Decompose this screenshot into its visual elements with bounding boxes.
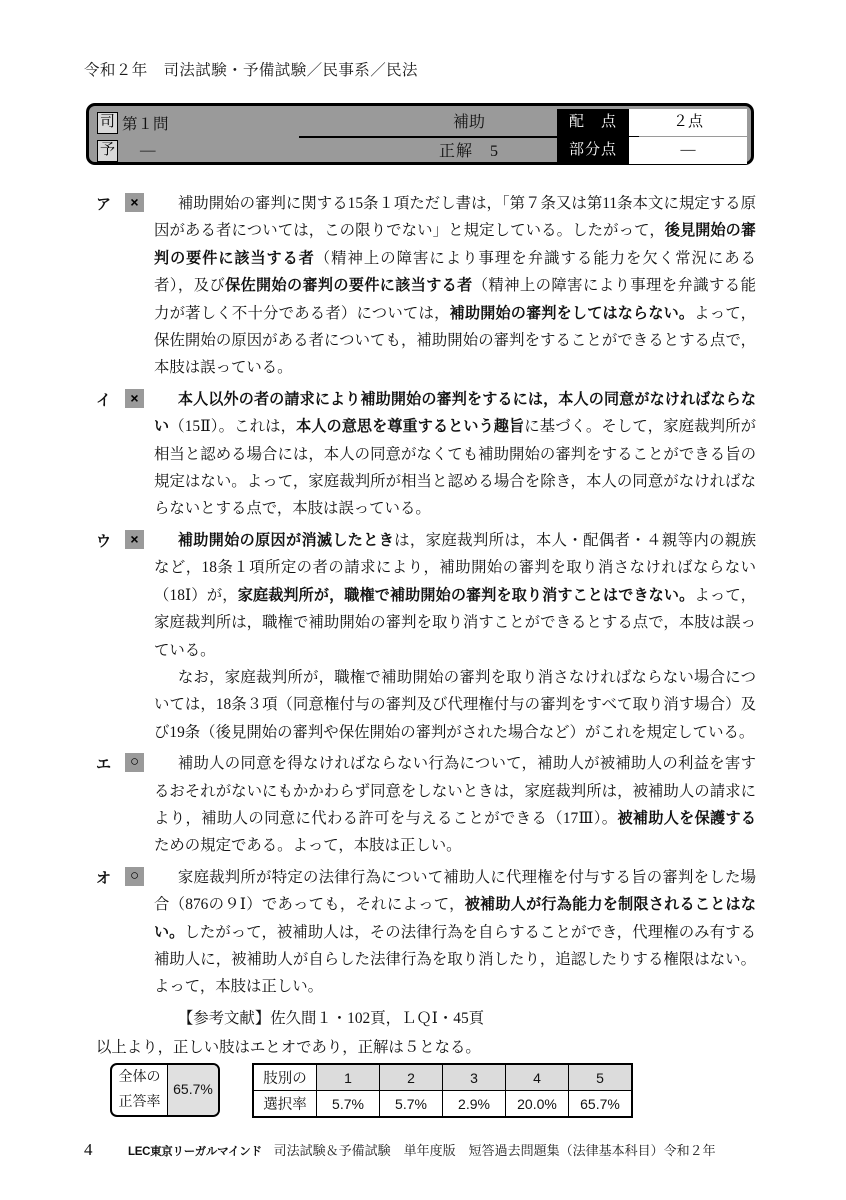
body-text: 家庭裁判所が特定の法律行為について補助人に代理権を付与する旨の審判をした場合（876の９Ⅰ）であっても，それによって， <box>154 868 756 914</box>
emphasis-text: 後見開始の審判の要件に該当する者 <box>154 222 756 267</box>
shihou-badge: 司 <box>97 112 118 134</box>
emphasis-text: 家庭裁判所が，職権で補助開始の審判を取り消すことはできない。 <box>237 586 695 604</box>
explanation-paragraph <box>154 190 756 382</box>
explanation-paragraph <box>154 527 756 664</box>
body-text: （精神上の障害により事理を弁識する能力が著しく不十分である者）については， <box>154 277 756 322</box>
explanation-item <box>96 750 756 860</box>
item-marker-group <box>96 867 154 887</box>
correct-answer: 正解 5 <box>438 143 499 160</box>
body-text: なお，家庭裁判所が，職権で補助開始の審判を取り消さなければならない場合については，18条３項（同意権付与の審判及び代理権付与の審判をすべて取り消す場合）及び19条（後見開始の審判や保佐開始の審判がされた場合など）がこれを規定している。 <box>154 668 756 741</box>
body-text: よって，家庭裁判所は，職権で補助開始の審判を取り消すことができるとする点で，本肢は誤っている。 <box>154 586 756 659</box>
item-explanation-text <box>154 527 756 746</box>
score-label: 配 点 <box>557 109 629 136</box>
body-text: は，家庭裁判所は，本人・配偶者・４親等内の親族など，18条１項所定の者の請求により，補助開始の審判を取り消さなければならない（18Ⅰ）が， <box>154 531 756 604</box>
question-number-label: 第１問 <box>122 116 169 133</box>
topic-title: 補助 <box>299 109 639 138</box>
body-text: に基づく。そして，家庭裁判所が相当と認める場合には，本人の同意がなくても補助開始の審判をすることができる旨の規定はない。よって，家庭裁判所が相当と認める場合を除き，本人の同意がなければならないとする点で，本肢は誤っている。 <box>154 418 756 518</box>
incorrect-mark-icon: × <box>125 193 144 212</box>
score-value: ２点 <box>629 109 747 136</box>
choice-rate-2: 5.7% <box>380 1091 443 1118</box>
item-marker-group <box>96 530 154 550</box>
page-footer <box>84 1140 716 1160</box>
choice-rate-4: 20.0% <box>506 1091 569 1118</box>
explanation-paragraph <box>154 750 756 860</box>
body-text: ための規定である。よって，本肢は正しい。 <box>154 837 462 855</box>
item-marker-group <box>96 753 154 773</box>
emphasis-text: 補助開始の原因が消滅したとき <box>177 531 395 549</box>
body-text: したがって，被補助人は，その法律行為を自らすることができ，代理権のみ有する補助人に，被補助人が自らした法律行為を取り消したり，追認したりする権限はない。よって，本肢は正しい。 <box>154 923 756 996</box>
emphasis-text: 補助開始の審判をしてはならない。 <box>449 304 695 322</box>
explanation-body <box>96 190 756 1062</box>
conclusion-line: 以上より，正しい肢はエとオであり，正解は５となる。 <box>96 1039 481 1057</box>
yobi-badge: 予 <box>97 140 118 162</box>
footer-book-title: 司法試験＆予備試験 単年度版 短答過去問題集（法律基本科目）令和２年 <box>273 1143 716 1158</box>
item-explanation-text <box>154 190 756 382</box>
explanation-item <box>96 527 756 746</box>
overall-correct-rate-label <box>112 1065 168 1115</box>
score-row <box>557 109 747 136</box>
question-banner <box>86 103 754 165</box>
partial-score-label: 部分点 <box>557 137 629 164</box>
explanation-paragraph <box>154 864 756 1001</box>
emphasis-text: 保佐開始の審判の要件に該当する者 <box>225 277 473 295</box>
reference-line: 【参考文献】佐久間１・102頁，ＬＱⅠ・45頁 <box>177 1009 485 1027</box>
body-text: 補助人の同意を得なければならない行為について，補助人が被補助人の利益を害するおそれがないにもかかわらず同意をしないときは，家庭裁判所は，被補助人の請求により，補助人の同意に代わる許可を与えることができる（17Ⅲ）。 <box>154 755 756 827</box>
explanation-item <box>96 386 756 523</box>
choice-header-1: 1 <box>317 1064 380 1091</box>
explanation-items <box>96 190 756 1001</box>
yobi-row <box>97 137 247 165</box>
body-text: （精神上の障害により事理を弁識する能力を欠く常況にある者），及び <box>154 249 756 295</box>
explanation-item <box>96 864 756 1001</box>
shihou-row <box>97 109 247 137</box>
overall-label-line2: 正答率 <box>118 1094 161 1110</box>
emphasis-text: 本人の意思を尊重するという趣旨 <box>296 418 525 436</box>
emphasis-text: 本人以外の者の請求により補助開始の審判をするには，本人の同意がなければならない <box>154 390 756 436</box>
partial-score-row <box>557 137 747 164</box>
item-kana-label: オ <box>96 869 112 887</box>
emphasis-text: 被補助人を保護する <box>617 809 756 827</box>
table-row <box>253 1091 632 1118</box>
body-text: よって，保佐開始の原因がある者についても，補助開始の審判をすることができるとする点で，本肢は誤っている。 <box>154 304 756 377</box>
page-number: 4 <box>84 1140 93 1159</box>
overall-correct-rate-value: 65.7% <box>168 1065 218 1115</box>
incorrect-mark-icon: × <box>125 530 144 549</box>
item-explanation-text <box>154 750 756 860</box>
partial-score-value: — <box>629 137 747 164</box>
yobi-value: — <box>140 142 156 159</box>
explanation-paragraph <box>154 664 756 746</box>
item-marker-group <box>96 389 154 409</box>
item-explanation-text <box>154 864 756 1001</box>
choice-rate-label-bottom: 選択率 <box>253 1091 317 1118</box>
choice-rate-3: 2.9% <box>443 1091 506 1118</box>
item-explanation-text <box>154 386 756 523</box>
choice-header-5: 5 <box>569 1064 633 1091</box>
running-head: 令和２年 司法試験・予備試験／民事系／民法 <box>84 62 418 79</box>
choice-header-4: 4 <box>506 1064 569 1091</box>
item-kana-label: イ <box>96 391 112 409</box>
lec-logo: LEC東京リーガルマインド <box>128 1146 262 1158</box>
overall-label-line1: 全体の <box>118 1070 161 1085</box>
item-kana-label: ウ <box>96 532 112 550</box>
explanation-item <box>96 190 756 382</box>
choice-rate-label-top: 肢別の <box>253 1064 317 1091</box>
choice-table-header-row <box>253 1064 632 1091</box>
body-text: 補助開始の審判に関する15条１項ただし書は，「第７条又は第11条本文に規定する原因がある者については，この限りでない」と規定している。したがって， <box>154 195 756 240</box>
emphasis-text: 被補助人が行為能力を制限されることはない。 <box>154 896 756 941</box>
choice-rate-5: 65.7% <box>569 1091 633 1118</box>
explanation-paragraph <box>154 386 756 523</box>
choice-header-2: 2 <box>380 1064 443 1091</box>
choice-rate-table <box>252 1063 633 1118</box>
banner-question-info <box>97 109 247 165</box>
choice-rate-1: 5.7% <box>317 1091 380 1118</box>
item-kana-label: ア <box>96 196 112 213</box>
correct-mark-icon: ○ <box>125 867 144 886</box>
body-text: （15Ⅱ）。これは， <box>169 418 297 436</box>
overall-correct-rate-box <box>110 1063 220 1117</box>
statistics-area <box>110 1063 633 1118</box>
item-marker-group <box>96 193 154 213</box>
score-table <box>557 109 747 164</box>
correct-mark-icon: ○ <box>125 753 144 772</box>
item-kana-label: エ <box>96 756 112 774</box>
incorrect-mark-icon: × <box>125 389 144 408</box>
choice-header-3: 3 <box>443 1064 506 1091</box>
